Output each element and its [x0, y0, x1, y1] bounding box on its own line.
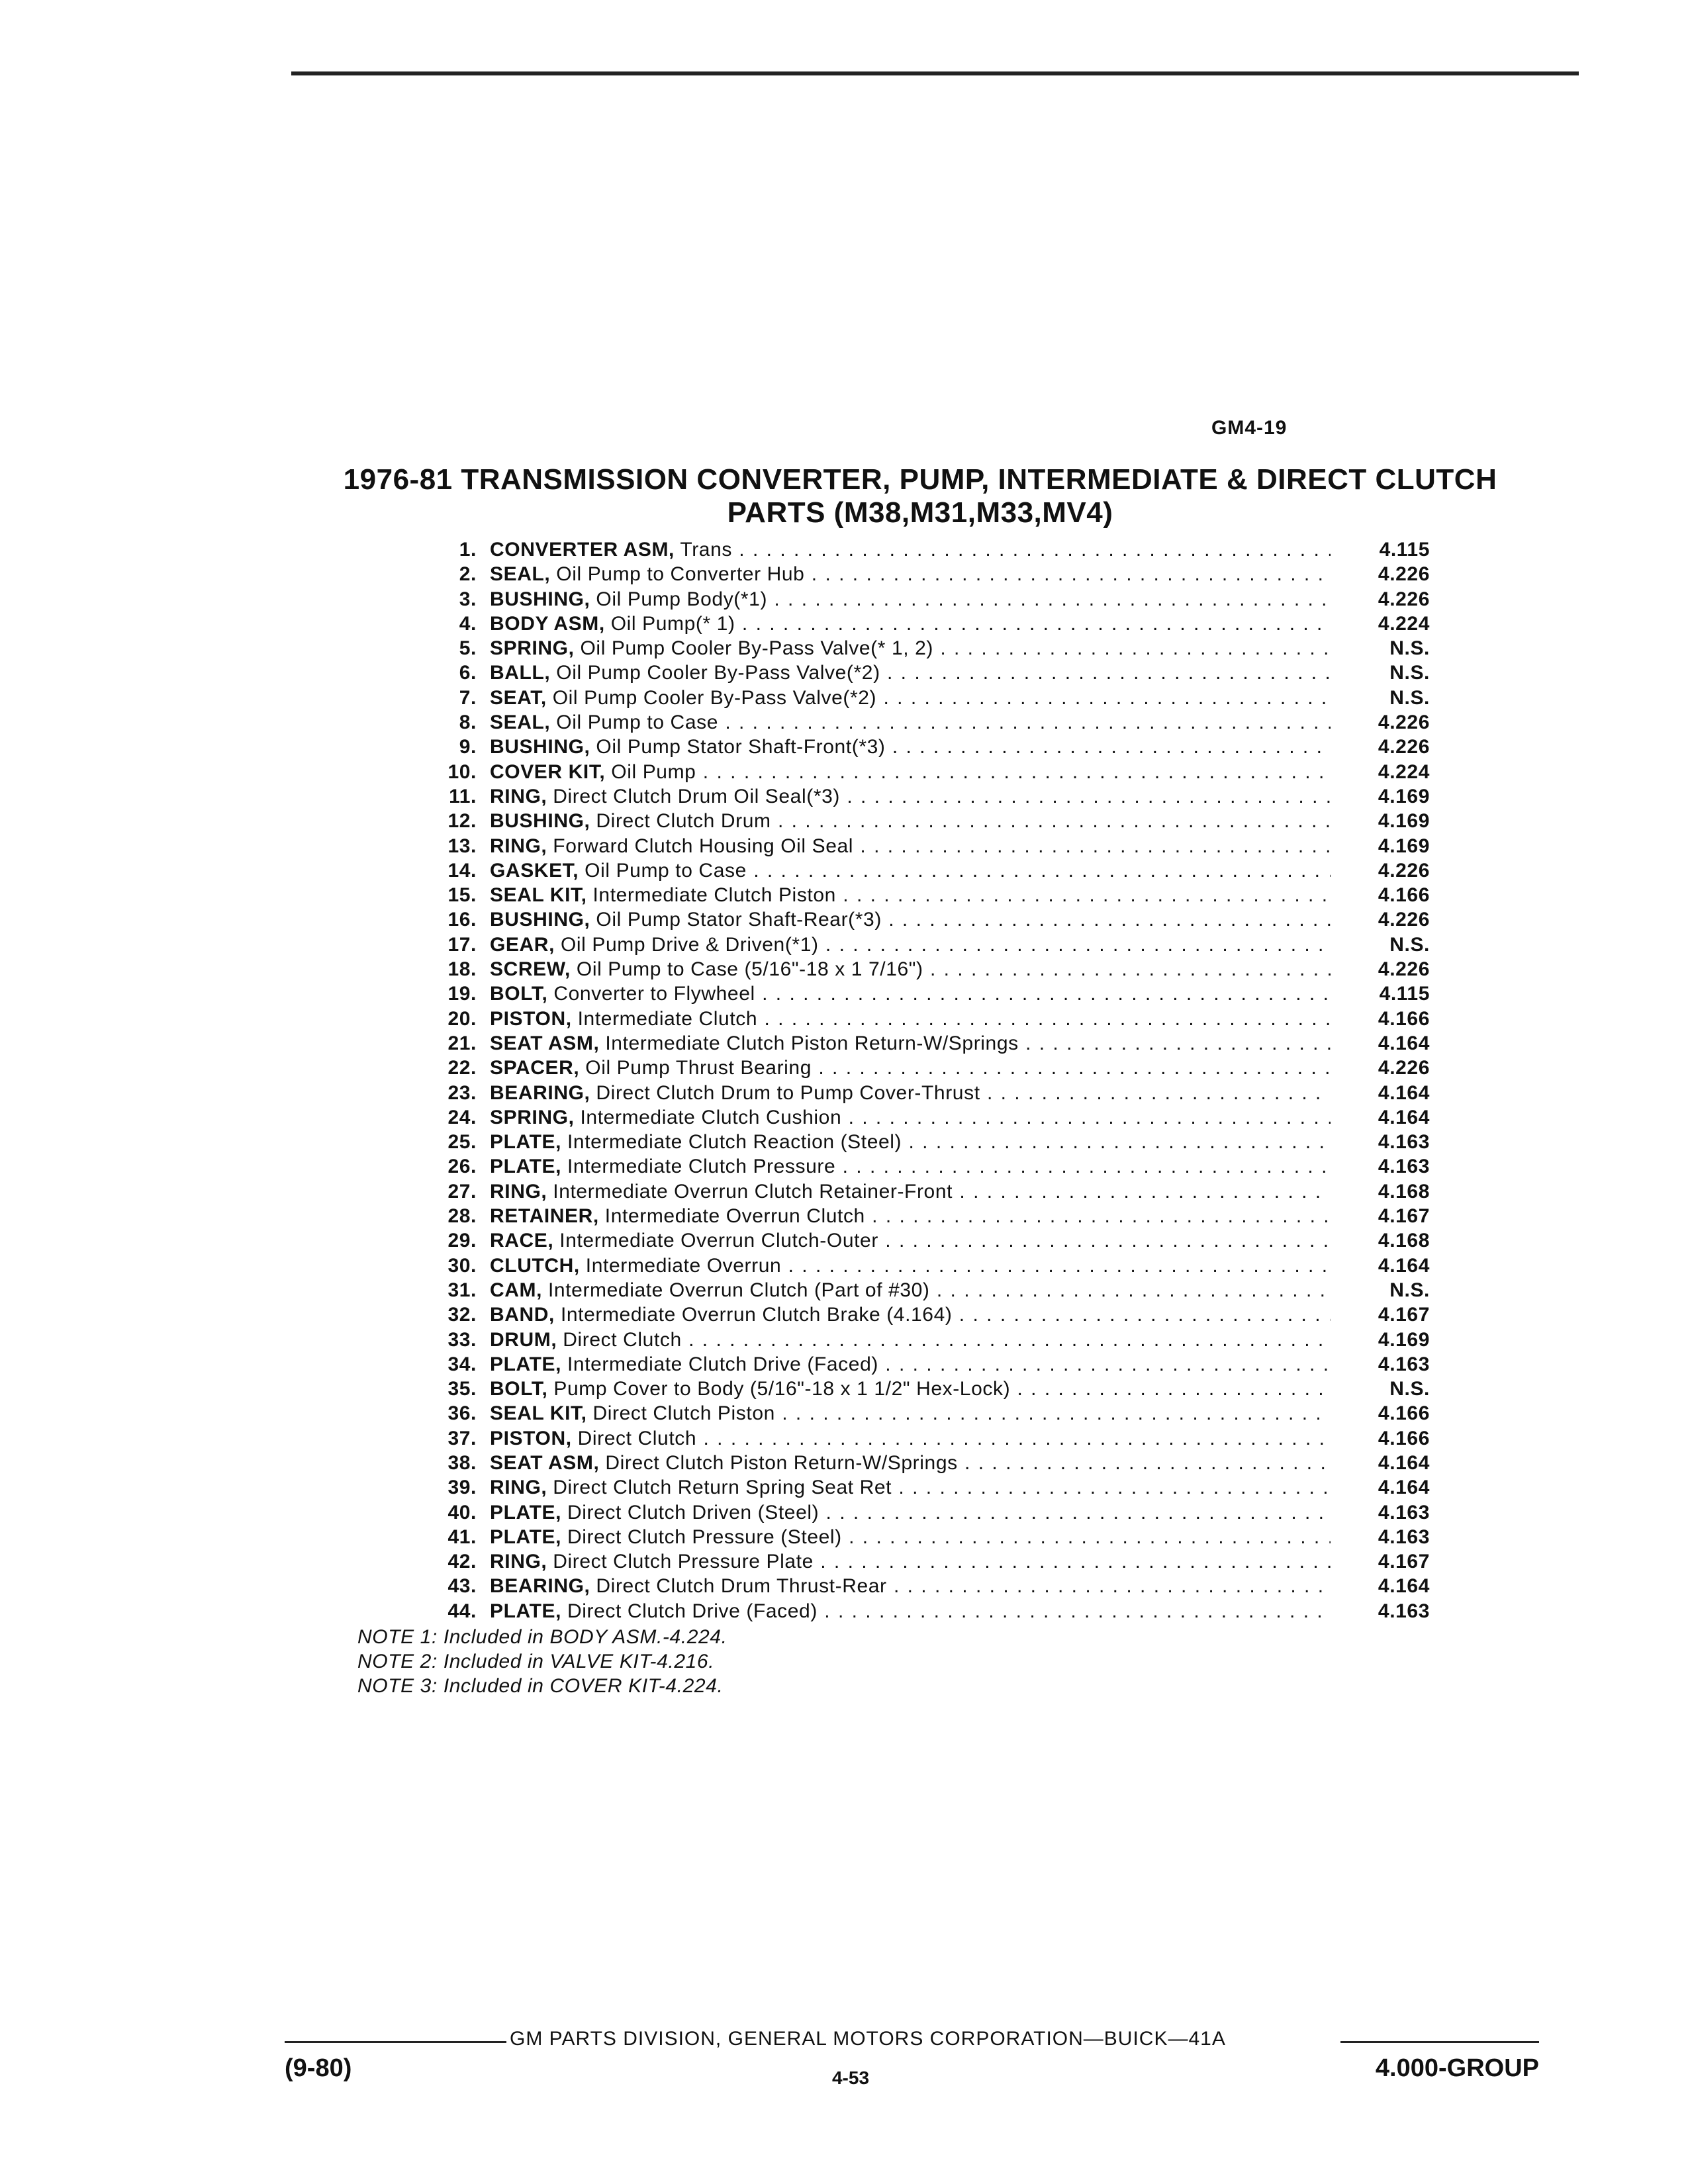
part-row [397, 809, 1430, 833]
part-number: 7. [459, 686, 477, 709]
part-detail: Oil Pump Stator Shaft-Rear(*3) [596, 909, 882, 931]
part-group-ref: 4.163 [1378, 1600, 1430, 1622]
part-description [490, 1081, 1331, 1105]
part-number: 8. [459, 711, 477, 734]
part-group-ref: 4.169 [1378, 835, 1430, 857]
part-detail: Oil Pump(* 1) [610, 612, 735, 635]
part-name: RING, [490, 1477, 547, 1499]
part-group-ref: 4.164 [1378, 1477, 1430, 1499]
part-group-ref: 4.226 [1378, 588, 1430, 610]
note-line: NOTE 2: Included in VALVE KIT-4.216. [357, 1651, 715, 1672]
part-row [397, 1352, 1430, 1377]
part-name: RING, [490, 835, 547, 857]
part-group-ref: 4.226 [1378, 736, 1430, 758]
part-name: BUSHING, [490, 909, 590, 931]
part-description [490, 1031, 1331, 1056]
part-number: 14. [447, 859, 477, 882]
part-name: PISTON, [490, 1007, 572, 1030]
part-detail: Oil Pump Stator Shaft-Front(*3) [596, 736, 886, 758]
part-detail: Direct Clutch Drum Oil Seal(*3) [553, 785, 840, 807]
part-group-ref: 4.164 [1378, 1254, 1430, 1277]
part-row [397, 1475, 1430, 1500]
part-row [397, 1179, 1430, 1204]
part-detail: Direct Clutch [577, 1427, 697, 1449]
part-number: 3. [459, 588, 477, 610]
part-detail: Direct Clutch Return Spring Seat Ret [553, 1477, 892, 1499]
part-group-ref: 4.164 [1378, 1575, 1430, 1598]
part-description [490, 1179, 1331, 1204]
part-name: SEAL, [490, 563, 551, 586]
part-row [397, 1204, 1430, 1228]
part-number: 37. [447, 1427, 477, 1449]
part-name: PLATE, [490, 1600, 562, 1622]
part-name: DRUM, [490, 1328, 557, 1351]
part-number: 24. [447, 1106, 477, 1128]
part-group-ref: 4.168 [1378, 1230, 1430, 1252]
part-detail: Oil Pump to Case [585, 859, 747, 882]
part-group-ref: 4.167 [1378, 1205, 1430, 1228]
part-group-ref: 4.168 [1378, 1180, 1430, 1203]
part-group-ref: 4.224 [1378, 612, 1430, 635]
part-number: 26. [447, 1156, 477, 1178]
part-name: CONVERTER ASM, [490, 539, 675, 561]
parts-list [397, 537, 1430, 1623]
part-group-ref: 4.163 [1378, 1353, 1430, 1375]
part-description [490, 1278, 1331, 1302]
part-description [490, 1154, 1331, 1179]
part-detail: Direct Clutch Piston Return-W/Springs [605, 1451, 958, 1474]
part-description [490, 636, 1331, 660]
part-description [490, 562, 1331, 586]
part-description [490, 834, 1331, 858]
part-group-ref: 4.226 [1378, 711, 1430, 734]
part-row [397, 1228, 1430, 1253]
footer-rule-left [285, 2041, 506, 2043]
part-row [397, 1105, 1430, 1130]
part-row [397, 537, 1430, 562]
part-detail: Intermediate Overrun Clutch-Outer [559, 1230, 878, 1252]
part-description [490, 660, 1331, 685]
part-name: SPRING, [490, 1106, 575, 1128]
part-number: 32. [447, 1304, 477, 1326]
part-row [397, 1599, 1430, 1623]
part-row [397, 760, 1430, 784]
part-group-ref: 4.167 [1378, 1551, 1430, 1573]
part-detail: Intermediate Overrun Clutch (Part of #30) [548, 1279, 930, 1301]
part-description [490, 587, 1331, 612]
part-row [397, 933, 1430, 957]
part-detail: Direct Clutch Pressure (Steel) [567, 1525, 842, 1548]
title-line-2: PARTS (M38,M31,M33,MV4) [727, 496, 1113, 529]
part-name: SEAL KIT, [490, 884, 587, 907]
part-name: BUSHING, [490, 588, 590, 610]
part-row [397, 1377, 1430, 1401]
part-row [397, 710, 1430, 735]
part-row [397, 1574, 1430, 1598]
part-description [490, 809, 1331, 833]
part-number: 36. [447, 1402, 477, 1425]
part-number: 22. [447, 1057, 477, 1079]
part-name: CLUTCH, [490, 1254, 580, 1277]
part-description [490, 1105, 1331, 1130]
part-name: GASKET, [490, 859, 579, 882]
part-row [397, 1401, 1430, 1426]
part-name: PLATE, [490, 1501, 562, 1524]
part-detail: Converter to Flywheel [553, 983, 755, 1005]
part-number: 4. [459, 612, 477, 635]
part-group-ref: 4.166 [1378, 1007, 1430, 1030]
part-group-ref: 4.169 [1378, 785, 1430, 807]
part-description [490, 1500, 1331, 1525]
part-name: RING, [490, 1180, 547, 1203]
part-row [397, 1081, 1430, 1105]
part-number: 6. [459, 662, 477, 684]
part-name: SCREW, [490, 958, 571, 981]
part-name: BODY ASM, [490, 612, 605, 635]
part-detail: Forward Clutch Housing Oil Seal [553, 835, 854, 857]
part-description [490, 1426, 1331, 1451]
part-name: CAM, [490, 1279, 543, 1301]
part-number: 41. [447, 1525, 477, 1548]
part-number: 39. [447, 1477, 477, 1499]
part-number: 38. [447, 1451, 477, 1474]
part-group-ref: N.S. [1389, 933, 1430, 956]
part-description [490, 1130, 1331, 1154]
part-group-ref: 4.166 [1378, 884, 1430, 907]
part-name: PLATE, [490, 1131, 562, 1154]
part-row [397, 1549, 1430, 1574]
part-group-ref: N.S. [1389, 686, 1430, 709]
part-name: COVER KIT, [490, 760, 606, 783]
part-group-ref: 4.167 [1378, 1304, 1430, 1326]
part-name: SEAT ASM, [490, 1451, 600, 1474]
part-row [397, 1302, 1430, 1327]
part-row [397, 957, 1430, 981]
part-detail: Oil Pump [611, 760, 696, 783]
part-number: 42. [447, 1551, 477, 1573]
part-detail: Intermediate Overrun [585, 1254, 782, 1277]
part-detail: Intermediate Overrun Clutch [604, 1205, 865, 1228]
part-number: 21. [447, 1032, 477, 1054]
part-row [397, 1031, 1430, 1056]
footer-rule-right [1340, 2041, 1539, 2043]
part-row [397, 1154, 1430, 1179]
part-detail: Direct Clutch Piston [592, 1402, 775, 1425]
part-group-ref: 4.164 [1378, 1032, 1430, 1054]
part-name: RETAINER, [490, 1205, 599, 1228]
part-detail: Intermediate Clutch Piston Return-W/Springs [605, 1032, 1019, 1054]
part-number: 27. [447, 1180, 477, 1203]
part-row [397, 1278, 1430, 1302]
part-name: SEAL KIT, [490, 1402, 587, 1425]
part-name: BEARING, [490, 1081, 590, 1104]
part-row [397, 1500, 1430, 1525]
part-detail: Oil Pump Cooler By-Pass Valve(* 1, 2) [580, 637, 933, 660]
title-line-1: 1976-81 TRANSMISSION CONVERTER, PUMP, INTERMEDIATE & DIRECT CLUTCH [343, 463, 1497, 496]
part-row [397, 1253, 1430, 1278]
part-row [397, 1328, 1430, 1352]
part-number: 23. [447, 1081, 477, 1104]
part-name: RING, [490, 1551, 547, 1573]
part-detail: Oil Pump Drive & Driven(*1) [560, 933, 819, 956]
part-detail: Oil Pump to Converter Hub [556, 563, 805, 586]
part-detail: Intermediate Overrun Clutch Retainer-Front [553, 1180, 953, 1203]
part-detail: Intermediate Clutch Reaction (Steel) [567, 1131, 902, 1154]
part-number: 33. [447, 1328, 477, 1351]
part-name: SEAT, [490, 686, 547, 709]
part-description [490, 1525, 1331, 1549]
part-detail: Pump Cover to Body (5/16"-18 x 1 1/2" Hex-Lock) [553, 1378, 1011, 1400]
footer-date: (9-80) [285, 2054, 352, 2082]
part-name: PLATE, [490, 1525, 562, 1548]
part-number: 11. [449, 785, 477, 807]
part-detail: Direct Clutch Driven (Steel) [567, 1501, 820, 1524]
part-group-ref: N.S. [1389, 637, 1430, 660]
part-description [490, 1377, 1331, 1401]
part-description [490, 1056, 1331, 1080]
part-name: BAND, [490, 1304, 555, 1326]
part-group-ref: 4.163 [1378, 1156, 1430, 1178]
part-number: 25. [447, 1131, 477, 1154]
part-group-ref: N.S. [1389, 662, 1430, 684]
part-name: BEARING, [490, 1575, 590, 1598]
part-group-ref: 4.164 [1378, 1081, 1430, 1104]
part-description [490, 1574, 1331, 1598]
part-row [397, 1451, 1430, 1475]
part-group-ref: N.S. [1389, 1378, 1430, 1400]
part-row [397, 883, 1430, 907]
page-title [311, 463, 1529, 529]
part-detail: Direct Clutch Drive (Faced) [567, 1600, 818, 1622]
part-description [490, 612, 1331, 636]
part-name: RING, [490, 785, 547, 807]
part-number: 34. [447, 1353, 477, 1375]
part-row [397, 858, 1430, 883]
part-number: 40. [447, 1501, 477, 1524]
part-description [490, 907, 1331, 932]
part-description [490, 957, 1331, 981]
part-row [397, 612, 1430, 636]
part-group-ref: 4.164 [1378, 1451, 1430, 1474]
note-line: NOTE 1: Included in BODY ASM.-4.224. [357, 1626, 727, 1648]
notes [357, 1625, 727, 1698]
part-detail: Intermediate Clutch Pressure [567, 1156, 836, 1178]
part-row [397, 660, 1430, 685]
part-name: BOLT, [490, 983, 548, 1005]
part-name: PLATE, [490, 1156, 562, 1178]
part-name: BOLT, [490, 1378, 548, 1400]
part-detail: Oil Pump to Case (5/16"-18 x 1 7/16") [576, 958, 923, 981]
part-detail: Oil Pump Cooler By-Pass Valve(*2) [556, 662, 880, 684]
part-group-ref: 4.115 [1379, 983, 1430, 1005]
part-name: BUSHING, [490, 810, 590, 833]
part-detail: Direct Clutch [563, 1328, 682, 1351]
part-description [490, 1352, 1331, 1377]
part-group-ref: N.S. [1389, 1279, 1430, 1301]
part-number: 35. [447, 1378, 477, 1400]
part-detail: Oil Pump Body(*1) [596, 588, 768, 610]
part-number: 15. [447, 884, 477, 907]
part-description [490, 760, 1331, 784]
part-group-ref: 4.163 [1378, 1501, 1430, 1524]
note-line: NOTE 3: Included in COVER KIT-4.224. [357, 1675, 724, 1697]
part-detail: Direct Clutch Drum Thrust-Rear [596, 1575, 887, 1598]
part-name: PISTON, [490, 1427, 572, 1449]
page-code: GM4-19 [1211, 417, 1288, 439]
part-number: 43. [447, 1575, 477, 1598]
part-description [490, 858, 1331, 883]
part-number: 1. [459, 539, 477, 561]
part-group-ref: 4.224 [1378, 760, 1430, 783]
part-number: 5. [459, 637, 477, 660]
part-group-ref: 4.226 [1378, 909, 1430, 931]
part-name: BALL, [490, 662, 551, 684]
part-description [490, 1328, 1331, 1352]
part-detail: Intermediate Clutch [577, 1007, 758, 1030]
part-name: SPRING, [490, 637, 575, 660]
part-number: 30. [447, 1254, 477, 1277]
part-name: GEAR, [490, 933, 555, 956]
part-description [490, 933, 1331, 957]
part-description [490, 710, 1331, 735]
part-group-ref: 4.164 [1378, 1106, 1430, 1128]
part-group-ref: 4.169 [1378, 810, 1430, 833]
part-row [397, 981, 1430, 1006]
part-detail: Oil Pump Cooler By-Pass Valve(*2) [552, 686, 877, 709]
part-row [397, 735, 1430, 759]
part-group-ref: 4.226 [1378, 958, 1430, 981]
part-group-ref: 4.166 [1378, 1427, 1430, 1449]
part-detail: Intermediate Overrun Clutch Brake (4.164) [560, 1304, 953, 1326]
part-description [490, 1204, 1331, 1228]
part-detail: Intermediate Clutch Cushion [580, 1106, 842, 1128]
part-row [397, 784, 1430, 809]
part-name: SEAL, [490, 711, 551, 734]
part-number: 31. [447, 1279, 477, 1301]
part-name: PLATE, [490, 1353, 562, 1375]
part-row [397, 1007, 1430, 1031]
part-row [397, 834, 1430, 858]
part-description [490, 1549, 1331, 1574]
part-detail: Intermediate Clutch Piston [592, 884, 836, 907]
part-row [397, 686, 1430, 710]
part-number: 29. [447, 1230, 477, 1252]
part-description [490, 1228, 1331, 1253]
part-description [490, 1007, 1331, 1031]
part-row [397, 907, 1430, 932]
part-group-ref: 4.226 [1378, 1057, 1430, 1079]
part-number: 18. [447, 958, 477, 981]
part-description [490, 883, 1331, 907]
part-description [490, 1302, 1331, 1327]
part-row [397, 1525, 1430, 1549]
page-number: 4-53 [831, 2068, 870, 2088]
part-group-ref: 4.169 [1378, 1328, 1430, 1351]
part-group-ref: 4.163 [1378, 1131, 1430, 1154]
part-description [490, 1401, 1331, 1426]
part-group-ref: 4.226 [1378, 563, 1430, 586]
part-description [490, 981, 1331, 1006]
part-description [490, 686, 1331, 710]
part-description [490, 537, 1331, 562]
part-description [490, 1475, 1331, 1500]
part-number: 12. [447, 810, 477, 833]
part-number: 17. [447, 933, 477, 956]
part-group-ref: 4.226 [1378, 859, 1430, 882]
part-name: SEAT ASM, [490, 1032, 600, 1054]
part-name: BUSHING, [490, 736, 590, 758]
part-description [490, 1253, 1331, 1278]
part-group-ref: 4.115 [1379, 539, 1430, 561]
part-number: 20. [447, 1007, 477, 1030]
part-number: 10. [447, 760, 477, 783]
part-description [490, 735, 1331, 759]
part-group-ref: 4.166 [1378, 1402, 1430, 1425]
top-rule [291, 71, 1579, 75]
part-description [490, 784, 1331, 809]
part-number: 28. [447, 1205, 477, 1228]
part-name: RACE, [490, 1230, 554, 1252]
part-number: 2. [459, 563, 477, 586]
part-detail: Oil Pump Thrust Bearing [585, 1057, 812, 1079]
footer-publisher: GM PARTS DIVISION, GENERAL MOTORS CORPORATION—BUICK—41A [510, 2028, 1226, 2050]
part-row [397, 636, 1430, 660]
part-detail: Trans [680, 539, 732, 561]
part-row [397, 1130, 1430, 1154]
part-description [490, 1451, 1331, 1475]
part-number: 16. [447, 909, 477, 931]
part-detail: Oil Pump to Case [556, 711, 718, 734]
part-description [490, 1599, 1331, 1623]
part-number: 9. [459, 736, 477, 758]
part-detail: Direct Clutch Pressure Plate [553, 1551, 814, 1573]
part-group-ref: 4.163 [1378, 1525, 1430, 1548]
part-row [397, 587, 1430, 612]
part-row [397, 1426, 1430, 1451]
footer-group: 4.000-GROUP [1375, 2054, 1539, 2082]
part-number: 44. [447, 1600, 477, 1622]
part-row [397, 562, 1430, 586]
part-number: 19. [447, 983, 477, 1005]
part-detail: Direct Clutch Drum [596, 810, 771, 833]
part-number: 13. [447, 835, 477, 857]
part-detail: Direct Clutch Drum to Pump Cover-Thrust [596, 1081, 980, 1104]
part-name: SPACER, [490, 1057, 580, 1079]
part-detail: Intermediate Clutch Drive (Faced) [567, 1353, 878, 1375]
part-row [397, 1056, 1430, 1080]
